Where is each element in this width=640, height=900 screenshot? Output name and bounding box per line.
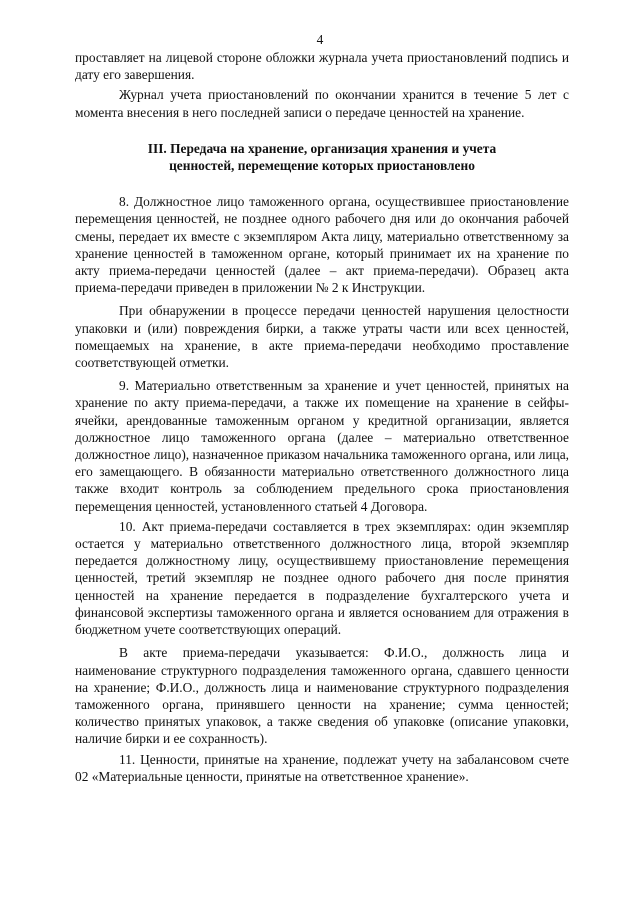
paragraph-11: 11. Ценности, принятые на хранение, подлежат учету на забалансовом счете 02 «Материальные ценности, принятые на ответственное хранение». [75,751,569,784]
intro-paragraph-continued: проставляет на лицевой стороне обложки журнала учета приостановлений подпись и дату его завершения. [75,50,569,83]
paragraph-9: 9. Материально ответственным за хранение и учет ценностей, принятых на хранение по акту приема-передачи, а также их помещение на хранение в сейфы-ячейки, арендованные таможенным органом у кредитной организации, является должностное лицо таможенного органа (далее – материально ответственное должностное лицо), назначенное приказом начальника таможенного органа, или лица, его замещающего. В обязанности материально ответственного должностного лица также входит контроль за соблюдением предельного срока приостановления перемещения ценностей, установленного статьей 4 Договора. [75,378,569,514]
paragraph-8-continued: При обнаружении в процессе передачи ценностей нарушения целостности упаковки и (или) повреждения бирки, а также утраты части или всех ценностей, помещаемых на хранение, в акте приема-передачи необходимо проставление соответствующей отметки. [75,303,569,371]
paragraph-8: 8. Должностное лицо таможенного органа, осуществившее приостановление перемещения ценностей, не позднее одного рабочего дня или до окончания рабочей смены, передает их вместе с экземпляром Акта лицу, материально ответственному за хранение ценностей в таможенном органе, который принимает их на хранение по акту приема-передачи ценностей (далее – акт приема-передачи). Образец акта приема-передачи приведен в приложении № 2 к Инструкции. [75,194,569,296]
paragraph-10: 10. Акт приема-передачи составляется в трех экземплярах: один экземпляр остается у материально ответственного должностного лица, второй экземпляр передается должностному лицу, осуществившему приостановление перемещения ценностей, третий экземпляр не позднее одного рабочего дня после принятия ценностей на хранение передается в подразделение бухгалтерского учета и финансовой экспертизы таможенного органа и является основанием для отражения в бюджетном учете соответствующих операций. [75,518,569,638]
page-number: 4 [316,32,324,47]
section-heading-line-1: III. Передача на хранение, организация хранения и учета [147,140,497,156]
document-body [75,49,569,785]
section-heading-line-2: ценностей, перемещение которых приостановлено [169,158,475,174]
intro-paragraph-journal-storage: Журнал учета приостановлений по окончании хранится в течение 5 лет с момента внесения в него последней записи о передаче ценностей на хранение. [75,87,569,120]
section-heading [75,140,569,174]
paragraph-10-continued: В акте приема-передачи указывается: Ф.И.О., должность лица и наименование структурного подразделения таможенного органа, сдавшего ценности на хранение; Ф.И.О., должность лица и наименование структурного подразделения таможенного органа, принявшего ценности на хранение; сумма ценностей; количество принятых упаковок, а также сведения об упаковке (описание упаковки, наличие бирки и ее сохранность). [75,645,569,747]
